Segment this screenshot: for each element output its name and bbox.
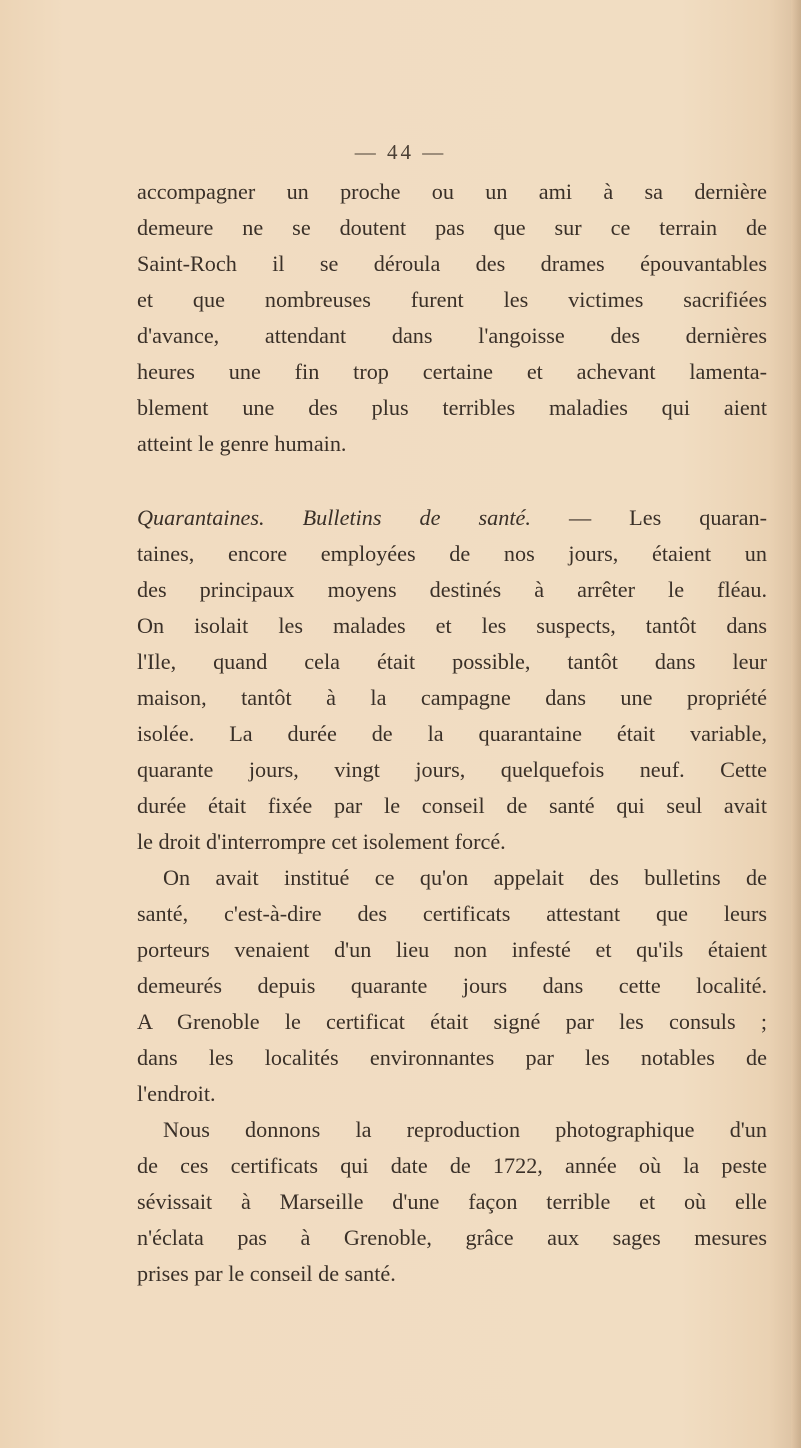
text-line: demeurés depuis quarante jours dans cette localité.: [137, 973, 767, 998]
text-line: l'Ile, quand cela était possible, tantôt dans leur: [137, 649, 767, 674]
section-heading: Quarantaines. Bulletins de santé.: [137, 505, 531, 530]
text-line-rest: — Les quaran-: [568, 505, 768, 530]
text-line: blement une des plus terribles maladies qui aient: [137, 395, 767, 420]
text-line: taines, encore employées de nos jours, étaient un: [137, 541, 767, 566]
text-line: n'éclata pas à Grenoble, grâce aux sages mesures: [137, 1225, 767, 1250]
text-line: demeure ne se doutent pas que sur ce terrain de: [137, 215, 767, 240]
text-line: santé, c'est-à-dire des certificats attestant que leurs: [137, 901, 767, 926]
text-line: maison, tantôt à la campagne dans une propriété: [137, 685, 767, 710]
paragraph-3: [137, 860, 767, 1112]
body-text: [137, 174, 767, 1292]
text-line: de ces certificats qui date de 1722, année où la peste: [137, 1153, 767, 1178]
text-line: porteurs venaient d'un lieu non infesté et qu'ils étaient: [137, 937, 767, 962]
text-line: A Grenoble le certificat était signé par les consuls ;: [137, 1009, 767, 1034]
paragraph-gap: [137, 462, 767, 500]
page-edge: [791, 0, 801, 1448]
text-line: Saint-Roch il se déroula des drames épouvantables: [137, 251, 767, 276]
text-line: et que nombreuses furent les victimes sacrifiées: [137, 287, 767, 312]
text-line: prises par le conseil de santé.: [137, 1261, 396, 1286]
text-line: Nous donnons la reproduction photographique d'un: [163, 1117, 767, 1142]
text-line: heures une fin trop certaine et achevant lamenta-: [137, 359, 767, 384]
text-line: [137, 500, 767, 536]
text-line: des principaux moyens destinés à arrêter le fléau.: [137, 577, 767, 602]
paragraph-4: [137, 1112, 767, 1292]
text-line: l'endroit.: [137, 1081, 216, 1106]
text-line: durée était fixée par le conseil de santé qui seul avait: [137, 793, 767, 818]
text-line: isolée. La durée de la quarantaine était variable,: [137, 721, 767, 746]
text-line: dans les localités environnantes par les notables de: [137, 1045, 767, 1070]
text-line: accompagner un proche ou un ami à sa dernière: [137, 179, 767, 204]
page-number: — 44 —: [354, 140, 447, 164]
text-line: On isolait les malades et les suspects, tantôt dans: [137, 613, 767, 638]
text-line: atteint le genre humain.: [137, 431, 347, 456]
text-line: On avait institué ce qu'on appelait des bulletins de: [163, 865, 767, 890]
paragraph-1: [137, 174, 767, 462]
paragraph-2: [137, 500, 767, 860]
text-line: quarante jours, vingt jours, quelquefois neuf. Cette: [137, 757, 767, 782]
text-line: sévissait à Marseille d'une façon terrible et où elle: [137, 1189, 767, 1214]
text-line: le droit d'interrompre cet isolement forcé.: [137, 829, 506, 854]
text-line: d'avance, attendant dans l'angoisse des dernières: [137, 323, 767, 348]
